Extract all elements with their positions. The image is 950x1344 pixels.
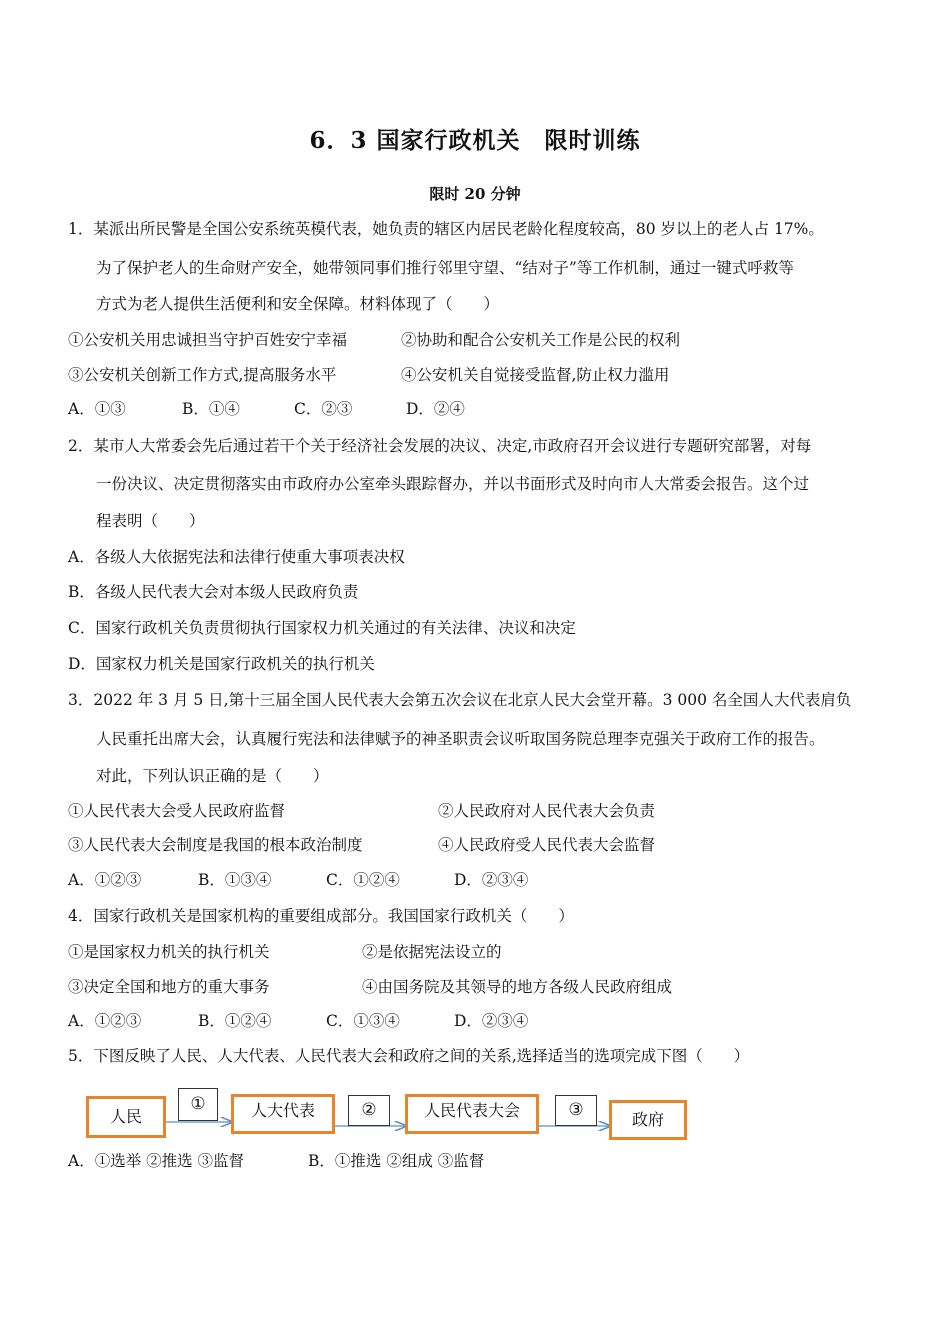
- q2-stem-line1: 2．某市人大常委会先后通过若干个关于经济社会发展的决议、决定,市政府召开会议进行专题研究部署，对每: [68, 437, 812, 455]
- q4-statement-3: ③决定全国和地方的重大事务: [68, 978, 270, 996]
- q3-choice-c[interactable]: C．①②④: [326, 871, 400, 889]
- q4-choice-d[interactable]: D．②③④: [454, 1012, 529, 1030]
- q1-stem-line3: 方式为老人提供生活便利和安全保障。材料体现了（ ）: [96, 295, 500, 313]
- q1-statement-4: ④公安机关自觉接受监督,防止权力滥用: [401, 366, 670, 384]
- q3-statement-1: ①人民代表大会受人民政府监督: [68, 802, 286, 820]
- diagram-label-3: ③: [555, 1095, 597, 1126]
- diagram-label-1: ①: [178, 1088, 218, 1121]
- box-deputies: 人大代表: [231, 1094, 335, 1134]
- box-government: 政府: [609, 1100, 687, 1140]
- q2-choice-b[interactable]: B．各级人民代表大会对本级人民政府负责: [68, 583, 359, 601]
- box-people: 人民: [86, 1096, 166, 1138]
- q4-stem-line1: 4．国家行政机关是国家机构的重要组成部分。我国国家行政机关（ ）: [68, 907, 574, 925]
- q1-stem-line2: 为了保护老人的生命财产安全，她带领同事们推行邻里守望、“结对子”等工作机制，通过一键式呼救等: [96, 259, 794, 277]
- q3-statement-3: ③人民代表大会制度是我国的根本政治制度: [68, 836, 363, 854]
- q1-choice-d[interactable]: D．②④: [406, 400, 465, 418]
- q3-choice-a[interactable]: A．①②③: [68, 871, 142, 889]
- q3-statement-2: ②人民政府对人民代表大会负责: [438, 802, 656, 820]
- q4-statement-1: ①是国家权力机关的执行机关: [68, 943, 270, 961]
- page-title: 6．3 国家行政机关 限时训练: [309, 127, 641, 154]
- time-limit: 限时 20 分钟: [429, 185, 521, 203]
- q3-statement-4: ④人民政府受人民代表大会监督: [438, 836, 656, 854]
- q4-choice-b[interactable]: B．①②④: [198, 1012, 272, 1030]
- q4-choice-a[interactable]: A．①②③: [68, 1012, 142, 1030]
- q4-statement-4: ④由国务院及其领导的地方各级人民政府组成: [362, 978, 673, 996]
- q1-choice-c[interactable]: C．②③: [294, 400, 353, 418]
- q2-choice-d[interactable]: D．国家权力机关是国家行政机关的执行机关: [68, 655, 375, 673]
- q1-statement-3: ③公安机关创新工作方式,提高服务水平: [68, 366, 337, 384]
- q5-stem-line1: 5．下图反映了人民、人大代表、人民代表大会和政府之间的关系,选择适当的选项完成下图（ ）: [68, 1047, 750, 1065]
- q4-choice-c[interactable]: C．①③④: [326, 1012, 400, 1030]
- q1-choice-a[interactable]: A．①③: [68, 400, 126, 418]
- q3-stem-line3: 对此，下列认识正确的是（ ）: [96, 767, 329, 785]
- q1-statement-1: ①公安机关用忠诚担当守护百姓安宁幸福: [68, 331, 348, 349]
- q2-stem-line2: 一份决议、决定贯彻落实由市政府办公室牵头跟踪督办，并以书面形式及时向市人大常委会报告。这个过: [96, 475, 810, 493]
- box-congress: 人民代表大会: [405, 1094, 539, 1134]
- q3-choice-b[interactable]: B．①③④: [198, 871, 272, 889]
- q5-choice-b[interactable]: B．①推选 ②组成 ③监督: [308, 1152, 485, 1170]
- q1-statement-2: ②协助和配合公安机关工作是公民的权利: [401, 331, 681, 349]
- q2-stem-line3: 程表明（ ）: [96, 512, 205, 530]
- q5-choice-a[interactable]: A．①选举 ②推选 ③监督: [68, 1152, 245, 1170]
- q4-statement-2: ②是依据宪法设立的: [362, 943, 502, 961]
- q3-stem-line2: 人民重托出席大会，认真履行宪法和法律赋予的神圣职责会议听取国务院总理李克强关于政府工作的报告。: [96, 730, 825, 748]
- q2-choice-a[interactable]: A．各级人大依据宪法和法律行使重大事项表决权: [68, 548, 405, 566]
- q1-stem-line1: 1．某派出所民警是全国公安系统英模代表，她负责的辖区内居民老龄化程度较高，80 岁以上的老人占 17%。: [68, 220, 824, 238]
- q3-stem-line1: 3．2022 年 3 月 5 日,第十三届全国人民代表大会第五次会议在北京人民大会堂开幕。3 000 名全国人大代表肩负: [68, 691, 852, 709]
- diagram-label-2: ②: [348, 1095, 390, 1126]
- q2-choice-c[interactable]: C．国家行政机关负责贯彻执行国家权力机关通过的有关法律、决议和决定: [68, 619, 576, 637]
- q3-choice-d[interactable]: D．②③④: [454, 871, 529, 889]
- q1-choice-b[interactable]: B．①④: [182, 400, 240, 418]
